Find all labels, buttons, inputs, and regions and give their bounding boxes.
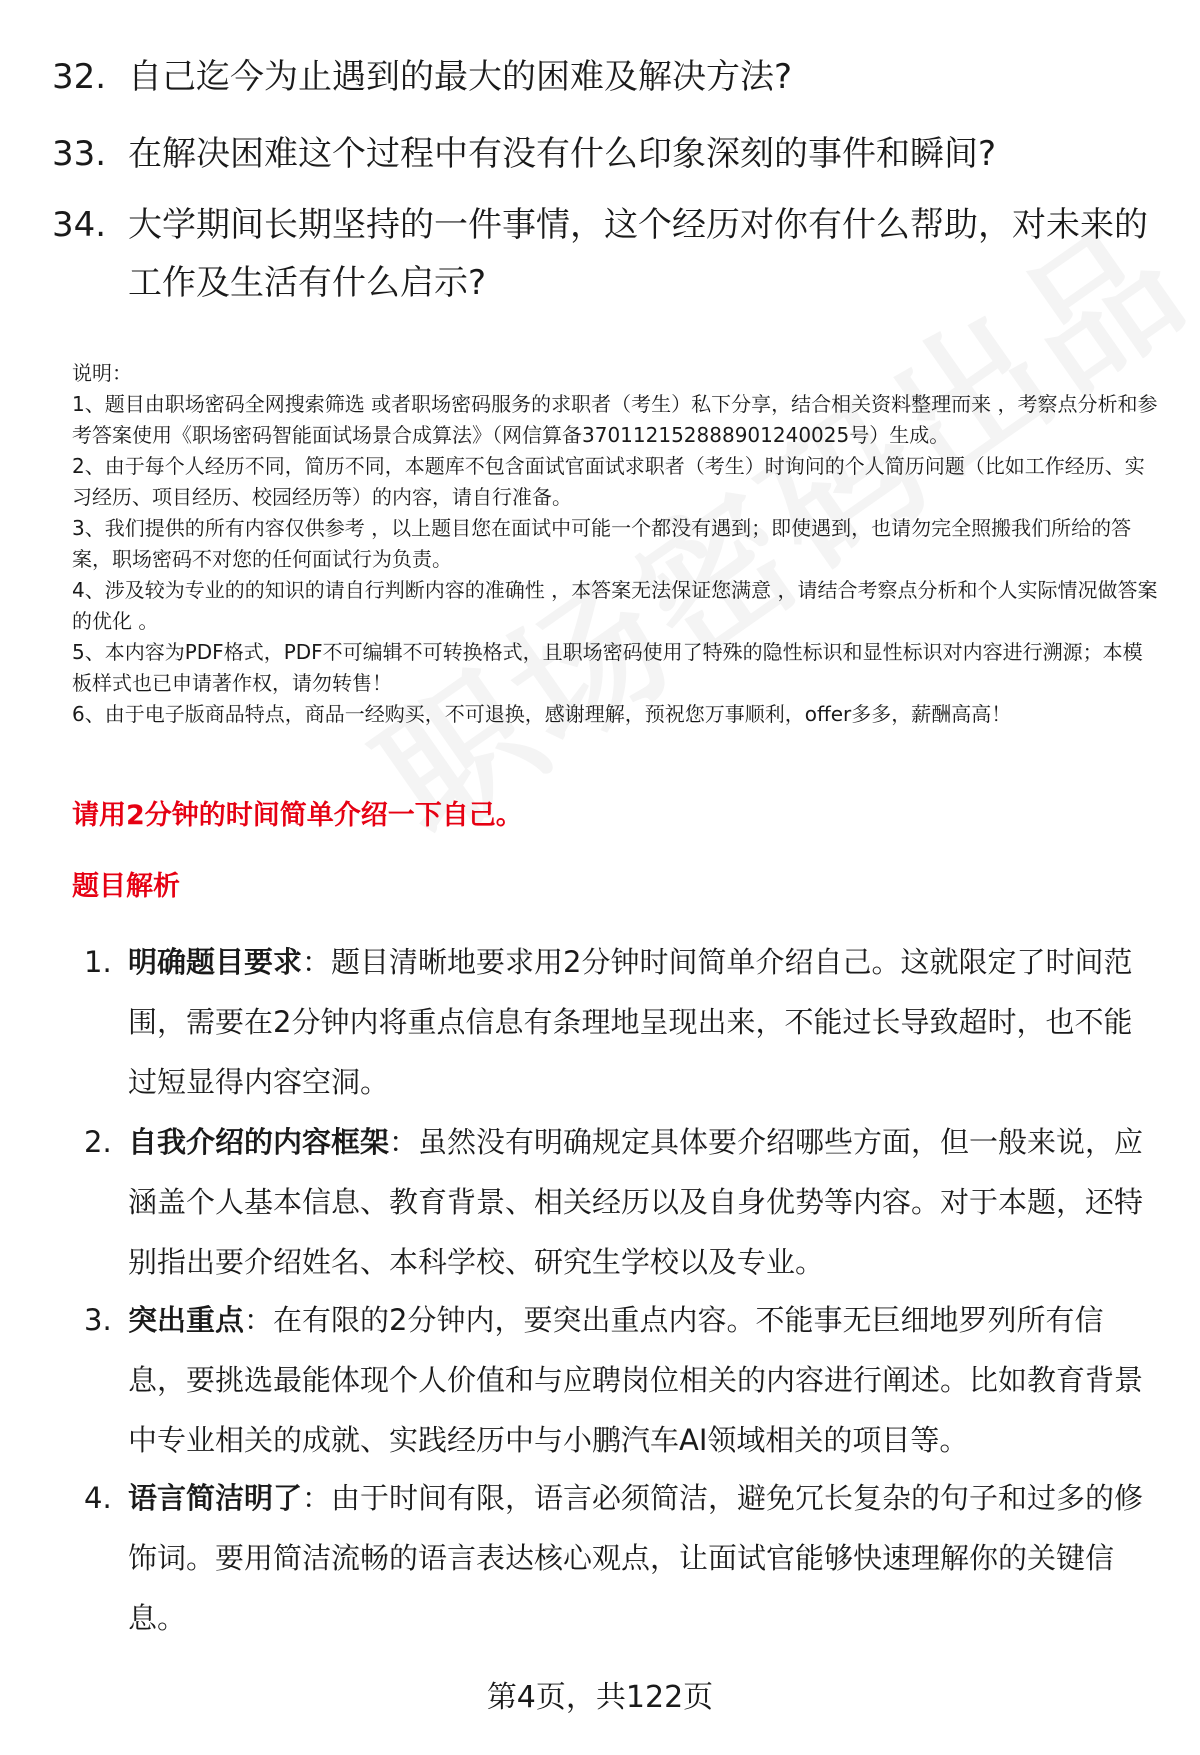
analysis-item [84,1112,1160,1292]
item-text: ：虽然没有明确规定具体要介绍哪些方面，但一般来说，应涵盖个人基本信息、教育背景、相关经历以及自身优势等内容。对于本题，还特别指出要介绍姓名、本科学校、研究生学校以及专业。 [128,1125,1144,1279]
analysis-item [84,1468,1160,1648]
item-title: 突出重点 [128,1303,245,1337]
question-number: 32. [52,57,107,97]
question-number: 33. [52,134,107,174]
question-34 [52,196,1162,312]
item-title: 明确题目要求 [128,945,303,979]
item-number: 4. [84,1481,112,1515]
item-title: 语言简洁明了 [128,1481,303,1515]
question-33 [52,125,1162,183]
item-number: 1. [84,945,112,979]
note-item: 1、题目由职场密码全网搜索筛选 或者职场密码服务的求职者（考生）私下分享，结合相关资料整理而来 ，考察点分析和参考答案使用《职场密码智能面试场景合成算法》（网信算备370112152888901240025号）生成。 [72,392,1158,447]
analysis-title: 题目解析 [72,871,180,902]
note-item: 3、我们提供的所有内容仅供参考 ，以上题目您在面试中可能一个都没有遇到；即使遇到，也请勿完全照搬我们所给的答案，职场密码不对您的任何面试行为负责。 [72,516,1132,571]
question-number: 34. [52,205,107,245]
item-text: ：在有限的2分钟内，要突出重点内容。不能事无巨细地罗列所有信息，要挑选最能体现个人价值和与应聘岗位相关的内容进行阐述。比如教育背景中专业相关的成就、实践经历中与小鹏汽车AI领域相关的项目等。 [128,1303,1144,1457]
item-text: ：由于时间有限，语言必须简洁，避免冗长复杂的句子和过多的修饰词。要用简洁流畅的语言表达核心观点，让面试官能够快速理解你的关键信息。 [128,1481,1144,1635]
item-number: 2. [84,1125,112,1159]
main-question: 请用2分钟的时间简单介绍一下自己。 [72,800,523,831]
question-text: 自己迄今为止遇到的最大的困难及解决方法? [128,57,793,97]
page-footer: 第4页，共122页 [486,1680,714,1715]
note-item: 2、由于每个人经历不同，简历不同，本题库不包含面试官面试求职者（考生）时询问的个人简历问题（比如工作经历、实习经历、项目经历、校园经历等）的内容，请自行准备。 [72,454,1145,509]
note-item: 5、本内容为PDF格式，PDF不可编辑不可转换格式，且职场密码使用了特殊的隐性标识和显性标识对内容进行溯源；本模板样式也已申请著作权，请勿转售！ [72,640,1143,695]
item-title: 自我介绍的内容框架 [128,1125,390,1159]
analysis-item [84,932,1160,1112]
notes-section [72,358,1162,730]
note-item: 4、涉及较为专业的的知识的请自行判断内容的准确性 ，本答案无法保证您满意 ，请结合考察点分析和个人实际情况做答案的优化 。 [72,578,1158,633]
notes-heading: 说明： [72,361,132,385]
question-text: 大学期间长期坚持的一件事情，这个经历对你有什么帮助，对未来的工作及生活有什么启示? [128,205,1148,303]
item-number: 3. [84,1303,112,1337]
note-item: 6、由于电子版商品特点，商品一经购买，不可退换，感谢理解，预祝您万事顺利，offer多多，薪酬高高！ [72,702,1012,726]
question-32 [52,48,1162,106]
analysis-item [84,1290,1160,1470]
question-text: 在解决困难这个过程中有没有什么印象深刻的事件和瞬间? [128,134,997,174]
item-text: ：题目清晰地要求用2分钟时间简单介绍自己。这就限定了时间范围，需要在2分钟内将重点信息有条理地呈现出来，不能过长导致超时，也不能过短显得内容空洞。 [128,945,1133,1099]
